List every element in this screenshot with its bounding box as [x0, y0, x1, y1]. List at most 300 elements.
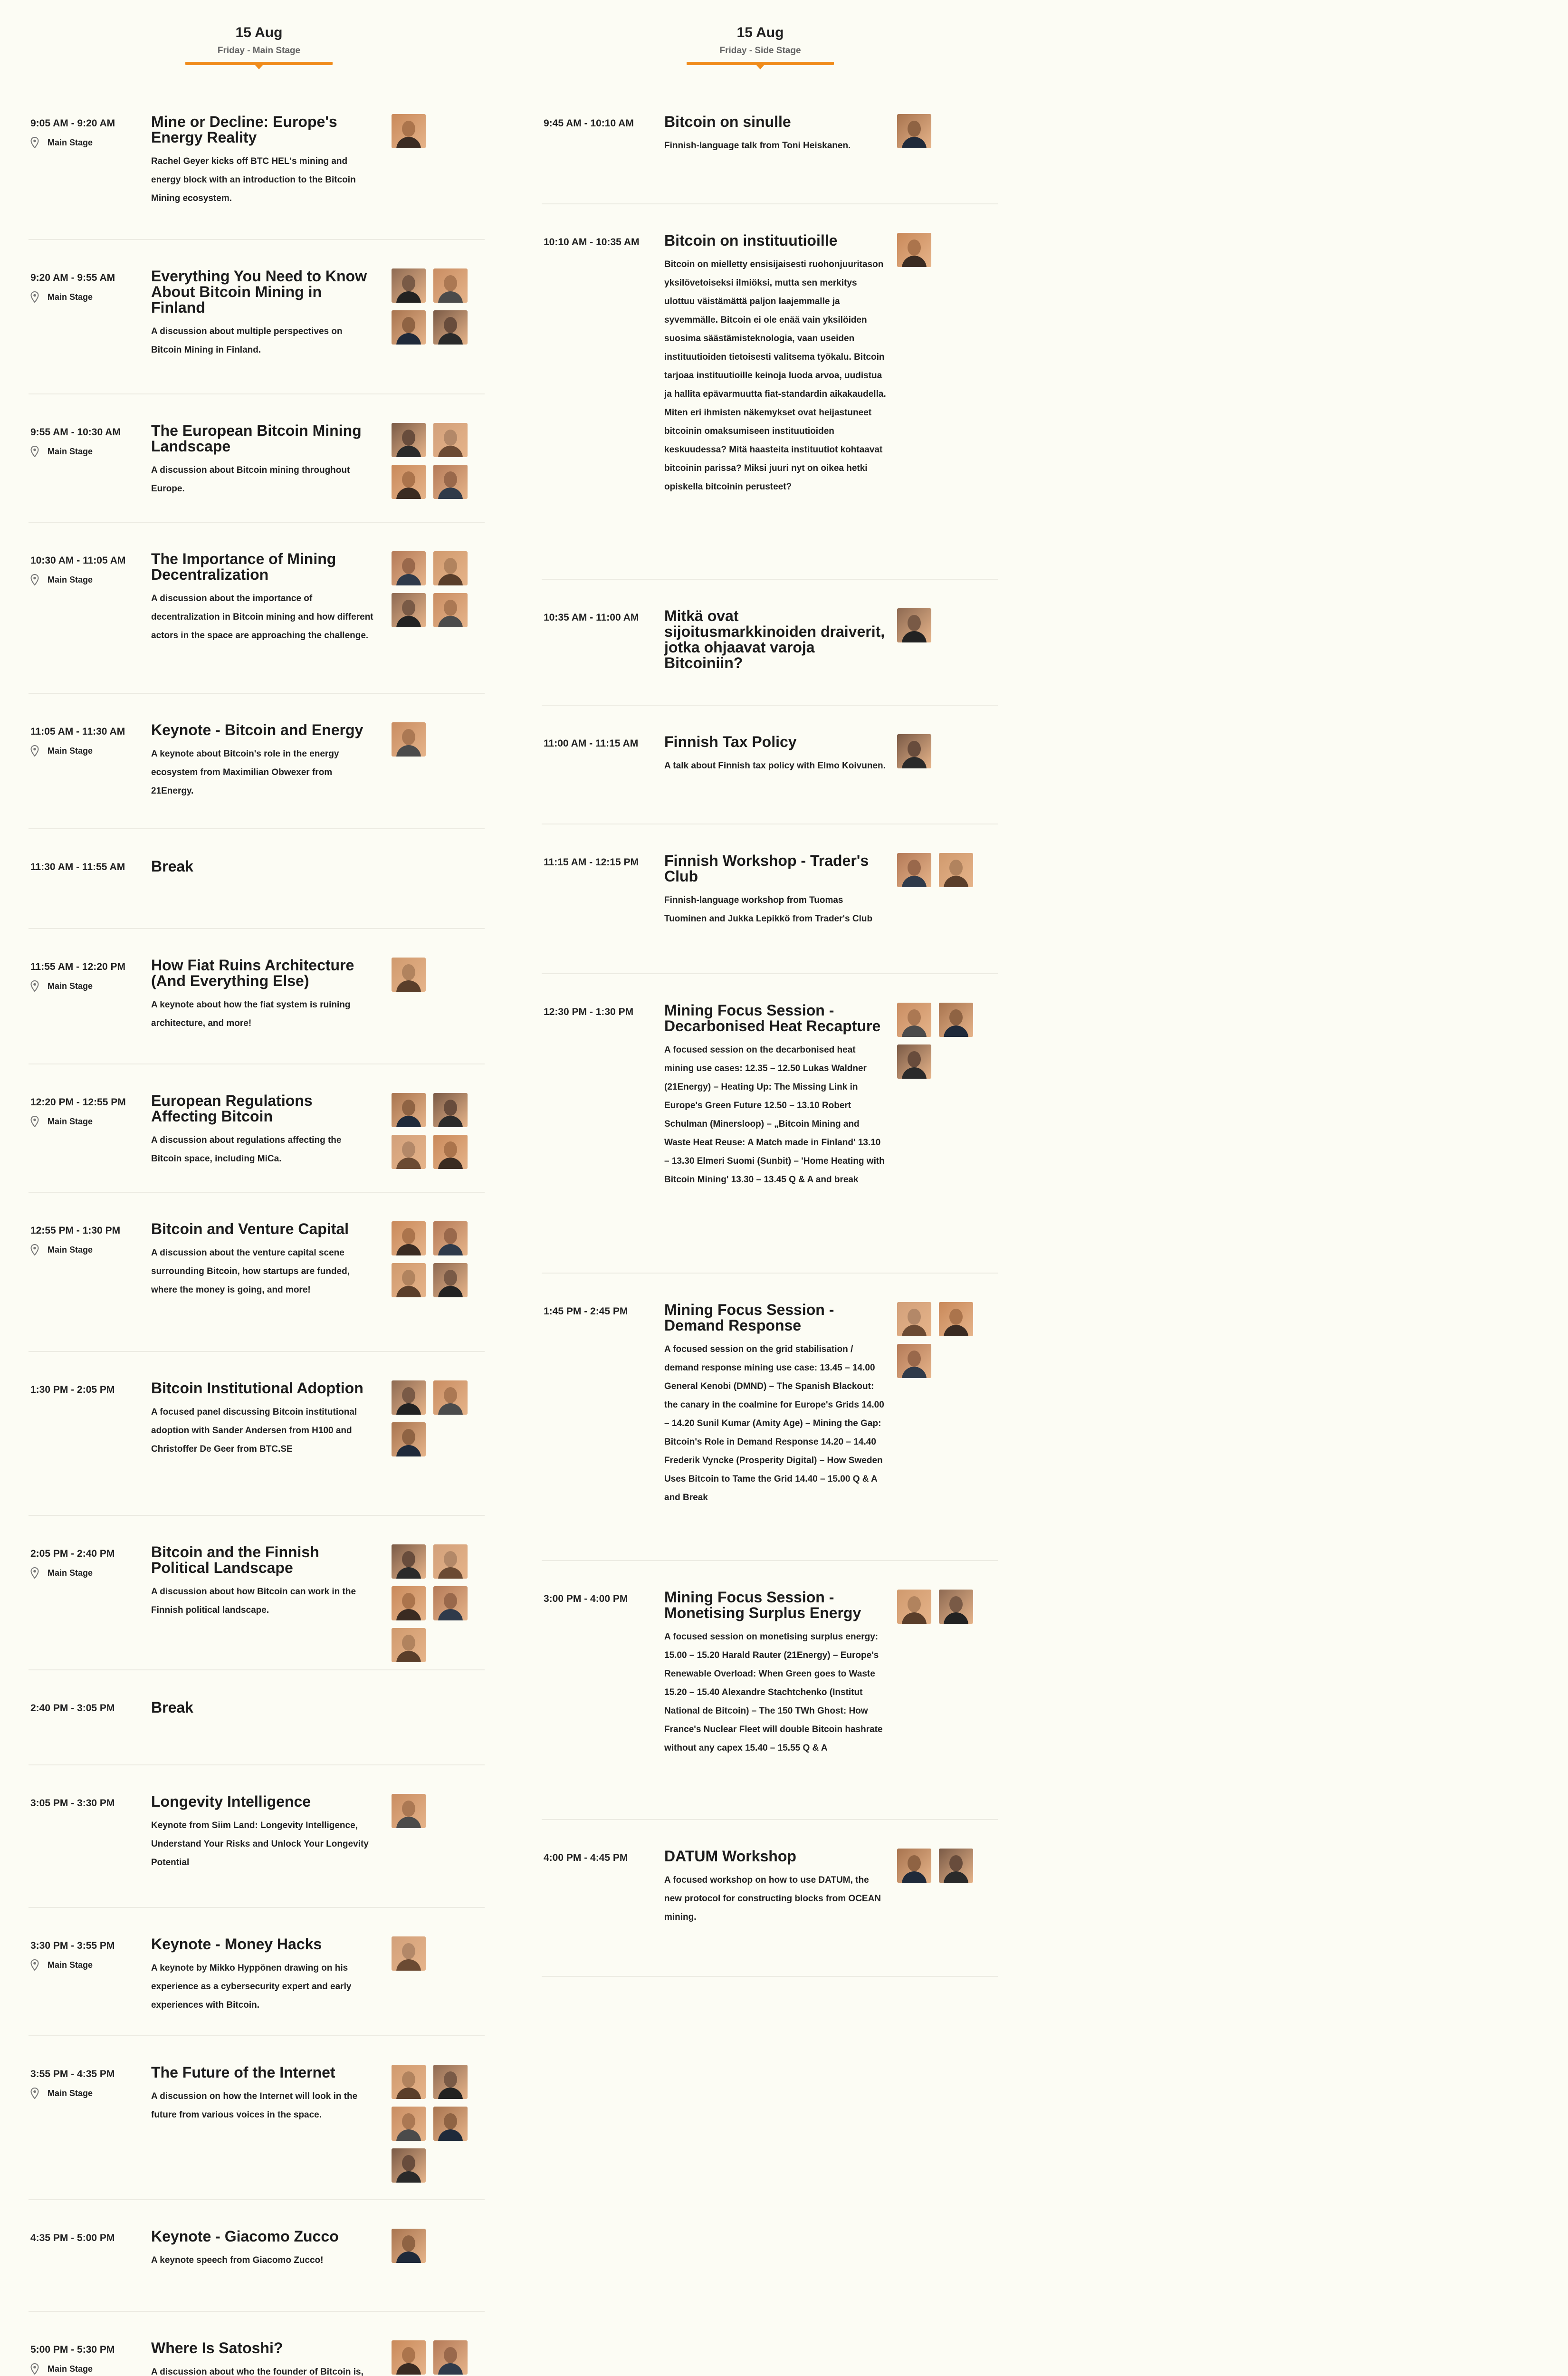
avatar-body: [438, 574, 463, 585]
session-title[interactable]: Finnish Tax Policy: [664, 733, 797, 750]
session-row[interactable]: [542, 1561, 998, 1820]
avatar-face: [402, 1387, 415, 1403]
session-content: [151, 551, 374, 645]
avatar-body: [396, 1244, 421, 1255]
session-row[interactable]: [542, 1274, 998, 1561]
speaker-avatar[interactable]: [433, 465, 468, 499]
session-time: [544, 734, 648, 753]
avatar-body: [396, 1158, 421, 1169]
speaker-avatar[interactable]: [939, 853, 973, 887]
avatar-face: [444, 430, 457, 446]
avatar-body: [902, 1612, 927, 1624]
avatar-body: [396, 1403, 421, 1415]
session-location-label: Main Stage: [48, 2089, 93, 2098]
session-time-text: 10:35 AM - 11:00 AM: [544, 612, 639, 623]
session-time-text: 11:15 AM - 12:15 PM: [544, 857, 639, 868]
speaker-avatar[interactable]: [897, 853, 931, 887]
session-content: [664, 734, 888, 775]
session-time-text: 12:20 PM - 12:55 PM: [30, 1097, 126, 1108]
location-pin-icon: [30, 137, 39, 148]
session-description: Keynote from Siim Land: Longevity Intelligence, Understand Your Risks and Unlock Your Longevity Potential: [151, 1820, 369, 1868]
avatar-body: [902, 757, 927, 768]
speaker-avatars: [392, 2065, 475, 2183]
avatar-face: [949, 1855, 963, 1871]
avatar-face: [444, 2347, 457, 2363]
speaker-avatar[interactable]: [433, 1544, 468, 1579]
session-row[interactable]: [542, 580, 998, 706]
avatar-face: [949, 1309, 963, 1325]
session-title[interactable]: Break: [151, 858, 193, 875]
speaker-avatar[interactable]: [392, 1628, 426, 1662]
avatar-face: [402, 1228, 415, 1244]
speaker-avatars: [392, 114, 475, 148]
session-title[interactable]: Mining Focus Session - Demand Response: [664, 1301, 834, 1334]
avatar-body: [396, 2251, 421, 2263]
speaker-avatar[interactable]: [433, 310, 468, 345]
session-time-text: 1:45 PM - 2:45 PM: [544, 1306, 628, 1317]
avatar-face: [444, 600, 457, 616]
session-location: [30, 741, 135, 760]
speaker-avatar[interactable]: [433, 1263, 468, 1297]
speaker-avatar[interactable]: [897, 1344, 931, 1378]
session-location-label: Main Stage: [48, 575, 93, 584]
speaker-avatar[interactable]: [392, 1380, 426, 1415]
session-row[interactable]: [542, 824, 998, 974]
session-row[interactable]: [542, 86, 998, 204]
session-time: [30, 1699, 135, 1718]
session-content: [664, 1849, 888, 1926]
session-content: [664, 608, 888, 671]
session-time: [30, 1544, 135, 1582]
session-time-text: 3:05 PM - 3:30 PM: [30, 1798, 115, 1809]
speaker-avatar[interactable]: [939, 1003, 973, 1037]
side-stage-column: [542, 0, 998, 1977]
avatar-face: [402, 1801, 415, 1817]
speaker-avatar[interactable]: [392, 1544, 426, 1579]
speaker-avatar[interactable]: [392, 1135, 426, 1169]
speaker-avatars: [392, 551, 475, 627]
session-time: [30, 1093, 135, 1131]
speaker-avatar[interactable]: [392, 310, 426, 345]
avatar-body: [396, 1959, 421, 1971]
session-content: [664, 114, 888, 155]
avatar-face: [908, 1855, 921, 1871]
session-title[interactable]: Mining Focus Session - Decarbonised Heat Recapture: [664, 1002, 881, 1035]
session-title[interactable]: Bitcoin Institutional Adoption: [151, 1380, 363, 1397]
day-header[interactable]: [0, 0, 518, 86]
session-time-text: 4:00 PM - 4:45 PM: [544, 1852, 628, 1863]
session-title[interactable]: Bitcoin on instituutioille: [664, 232, 838, 249]
avatar-face: [402, 964, 415, 980]
avatar-body: [944, 1325, 968, 1336]
session-time: [544, 1849, 648, 1868]
avatar-face: [402, 2347, 415, 2363]
session-time-text: 4:35 PM - 5:00 PM: [30, 2232, 115, 2243]
avatar-face: [908, 1009, 921, 1025]
avatar-face: [402, 1141, 415, 1158]
session-title[interactable]: DATUM Workshop: [664, 1848, 796, 1865]
session-description: Rachel Geyer kicks off BTC HEL's mining and energy block with an introduction to the Bitcoin Mining ecosystem.: [151, 156, 356, 203]
speaker-avatar[interactable]: [392, 722, 426, 757]
session-row[interactable]: [542, 1820, 998, 1977]
speaker-avatar[interactable]: [392, 1586, 426, 1620]
session-content: [664, 1003, 888, 1189]
session-row[interactable]: [29, 929, 485, 1064]
speaker-avatar[interactable]: [433, 1093, 468, 1127]
session-time-text: 12:30 PM - 1:30 PM: [544, 1006, 634, 1017]
avatar-body: [396, 1286, 421, 1297]
day-date: 15 Aug: [736, 25, 784, 40]
session-row[interactable]: [29, 1516, 485, 1670]
session-title[interactable]: Mitkä ovat sijoitusmarkkinoiden draiverit, jotka ohjaavat varoja Bitcoiniin?: [664, 607, 885, 671]
session-row[interactable]: [29, 2200, 485, 2312]
session-description: A discussion about Bitcoin mining throughout Europe.: [151, 465, 350, 494]
session-row[interactable]: [29, 1352, 485, 1516]
avatar-body: [902, 631, 927, 642]
session-location: [30, 1112, 135, 1131]
avatar-face: [949, 1596, 963, 1612]
session-description: A discussion about the venture capital scene surrounding Bitcoin, how startups are funded, where the money is going, and more!: [151, 1248, 350, 1295]
avatar-face: [402, 1551, 415, 1567]
location-pin-icon: [30, 1116, 39, 1127]
session-time: [30, 551, 135, 589]
avatar-face: [402, 1593, 415, 1609]
avatar-body: [438, 616, 463, 627]
session-title[interactable]: Bitcoin on sinulle: [664, 113, 791, 130]
session-description: A focused session on the grid stabilisation / demand response mining use case: 13.45 – 14.00 General Kenobi (DMND) – The Spanish Blackout: the canary in the coalmine for Europe's Grids 14.00 – 14.20 Sunil Kumar (Amity Age) – Mining the Gap: Bitcoin's Role in Demand Response 14.20 – 14.40 Frederik Vyncke (Prosperity Digital) – How Sweden Uses Bitcoin to Tame the Grid 14.40 – 15.00 Q & A and Break: [664, 1344, 884, 1503]
session-title[interactable]: European Regulations Affecting Bitcoin: [151, 1092, 313, 1125]
speaker-avatar[interactable]: [433, 268, 468, 303]
speaker-avatar[interactable]: [433, 2107, 468, 2141]
session-title[interactable]: Keynote - Money Hacks: [151, 1935, 322, 1953]
session-time-text: 3:30 PM - 3:55 PM: [30, 1940, 115, 1951]
avatar-face: [444, 558, 457, 574]
speaker-avatar[interactable]: [433, 1380, 468, 1415]
speaker-avatar[interactable]: [392, 2229, 426, 2263]
session-location-label: Main Stage: [48, 1960, 93, 1970]
speaker-avatar[interactable]: [897, 1302, 931, 1336]
session-title[interactable]: The Future of the Internet: [151, 2064, 335, 2081]
session-description: A discussion about who the founder of Bitcoin is,: [151, 2367, 363, 2376]
session-row[interactable]: [29, 523, 485, 694]
session-description: A discussion on how the Internet will look in the future from various voices in the space.: [151, 2091, 358, 2120]
avatar-body: [396, 2129, 421, 2141]
session-location-label: Main Stage: [48, 1117, 93, 1126]
avatar-body: [438, 1116, 463, 1127]
avatar-face: [444, 1141, 457, 1158]
speaker-avatar[interactable]: [897, 233, 931, 267]
session-location: [30, 2359, 135, 2376]
session-title[interactable]: Bitcoin and Venture Capital: [151, 1220, 349, 1237]
session-time: [544, 1003, 648, 1022]
session-row[interactable]: [29, 394, 485, 523]
avatar-face: [908, 615, 921, 631]
session-location-label: Main Stage: [48, 447, 93, 456]
avatar-face: [402, 275, 415, 291]
speaker-avatar[interactable]: [939, 1849, 973, 1883]
speaker-avatar[interactable]: [392, 1263, 426, 1297]
speaker-avatar[interactable]: [392, 958, 426, 992]
session-time: [30, 114, 135, 152]
session-title[interactable]: Finnish Workshop - Trader's Club: [664, 852, 869, 885]
speaker-avatars: [897, 1302, 981, 1378]
session-time-text: 10:30 AM - 11:05 AM: [30, 555, 126, 566]
active-day-indicator: [687, 62, 834, 65]
avatar-body: [438, 2088, 463, 2099]
session-location: [30, 1240, 135, 1259]
speaker-avatars: [392, 1093, 475, 1169]
speaker-avatar[interactable]: [939, 1590, 973, 1624]
session-time: [30, 423, 135, 461]
session-title[interactable]: Keynote - Bitcoin and Energy: [151, 721, 363, 738]
session-description: A discussion about the importance of decentralization in Bitcoin mining and how different actors in the space are approaching the challenge.: [151, 594, 373, 641]
avatar-face: [444, 275, 457, 291]
avatar-face: [908, 240, 921, 256]
session-description: A keynote about Bitcoin's role in the energy ecosystem from Maximilian Obwexer from 21Energy.: [151, 749, 339, 796]
avatar-face: [908, 741, 921, 757]
avatar-body: [902, 1325, 927, 1336]
location-pin-icon: [30, 2363, 39, 2375]
speaker-avatar[interactable]: [392, 2107, 426, 2141]
speaker-avatars: [392, 1544, 475, 1662]
speaker-avatars: [897, 233, 981, 267]
session-location: [30, 1563, 135, 1582]
avatar-body: [396, 1651, 421, 1662]
avatar-body: [396, 2171, 421, 2183]
session-row[interactable]: [542, 706, 998, 824]
session-location-label: Main Stage: [48, 292, 93, 302]
speaker-avatars: [392, 1221, 475, 1297]
avatar-face: [402, 1429, 415, 1445]
speaker-avatar[interactable]: [392, 1221, 426, 1255]
day-header[interactable]: [523, 0, 998, 86]
session-row[interactable]: [29, 2036, 485, 2200]
speaker-avatar[interactable]: [392, 114, 426, 148]
location-pin-icon: [30, 1567, 39, 1579]
speaker-avatars: [392, 1794, 475, 1828]
speaker-avatars: [392, 2229, 475, 2263]
speaker-avatar[interactable]: [392, 2148, 426, 2183]
session-title[interactable]: Bitcoin and the Finnish Political Landscape: [151, 1543, 319, 1576]
session-description: A discussion about regulations affecting the Bitcoin space, including MiCa.: [151, 1135, 342, 1164]
session-description: A keynote by Mikko Hyppönen drawing on his experience as a cybersecurity expert and early experiences with Bitcoin.: [151, 1963, 352, 2010]
speaker-avatar[interactable]: [392, 1093, 426, 1127]
avatar-body: [396, 2363, 421, 2375]
session-content: [151, 722, 374, 800]
session-location: [30, 133, 135, 152]
speaker-avatar[interactable]: [392, 268, 426, 303]
session-time: [544, 1302, 648, 1321]
speaker-avatar[interactable]: [392, 1936, 426, 1971]
speaker-avatar[interactable]: [392, 2340, 426, 2375]
speaker-avatars: [392, 958, 475, 992]
avatar-body: [438, 1567, 463, 1579]
session-content: [151, 2229, 374, 2270]
speaker-avatar[interactable]: [392, 551, 426, 585]
speaker-avatar[interactable]: [392, 465, 426, 499]
session-time-text: 3:00 PM - 4:00 PM: [544, 1593, 628, 1604]
speaker-avatar[interactable]: [433, 423, 468, 457]
session-description: Finnish-language workshop from Tuomas Tuominen and Jukka Lepikkö from Trader's Club: [664, 895, 873, 924]
session-location-label: Main Stage: [48, 746, 93, 756]
avatar-face: [444, 1387, 457, 1403]
speaker-avatar[interactable]: [897, 1044, 931, 1079]
session-description: A focused workshop on how to use DATUM, the new protocol for constructing blocks from OCEAN mining.: [664, 1875, 881, 1922]
session-time: [30, 722, 135, 760]
speaker-avatar[interactable]: [897, 114, 931, 148]
avatar-face: [444, 2071, 457, 2088]
session-title[interactable]: Mining Focus Session - Monetising Surplus Energy: [664, 1589, 861, 1621]
session-content: [151, 423, 374, 498]
session-content: [664, 1302, 888, 1507]
session-time-text: 11:55 AM - 12:20 PM: [30, 961, 125, 972]
speaker-avatar[interactable]: [433, 2340, 468, 2375]
session-content: [151, 1794, 374, 1872]
day-date: 15 Aug: [235, 25, 283, 40]
speaker-avatar[interactable]: [392, 1422, 426, 1456]
speaker-avatar[interactable]: [433, 1221, 468, 1255]
session-row[interactable]: [29, 1064, 485, 1193]
speaker-avatar[interactable]: [392, 1794, 426, 1828]
stage-label: Friday - Main Stage: [217, 46, 301, 56]
avatar-body: [396, 2088, 421, 2099]
session-content: [151, 2340, 374, 2376]
avatar-body: [944, 1871, 968, 1883]
session-title[interactable]: Where Is Satoshi?: [151, 2339, 283, 2357]
session-time-text: 11:05 AM - 11:30 AM: [30, 726, 125, 737]
speaker-avatars: [897, 1590, 981, 1624]
speaker-avatars: [897, 1003, 981, 1079]
speaker-avatars: [392, 423, 475, 499]
speaker-avatar[interactable]: [897, 1849, 931, 1883]
active-day-indicator: [185, 62, 333, 65]
speaker-avatar[interactable]: [897, 608, 931, 642]
session-time-text: 9:45 AM - 10:10 AM: [544, 118, 634, 129]
avatar-body: [438, 2129, 463, 2141]
session-title[interactable]: How Fiat Ruins Architecture (And Everything Else): [151, 957, 354, 989]
session-row[interactable]: [29, 2312, 485, 2376]
session-content: [151, 114, 374, 208]
session-description: A focused panel discussing Bitcoin institutional adoption with Sander Andersen from H100 and Christoffer De Geer from BTC.SE: [151, 1407, 357, 1454]
speaker-avatars: [392, 722, 475, 757]
speaker-avatar[interactable]: [939, 1302, 973, 1336]
session-time-text: 5:00 PM - 5:30 PM: [30, 2344, 115, 2355]
session-time-text: 9:55 AM - 10:30 AM: [30, 427, 121, 438]
break-row[interactable]: [29, 1670, 485, 1765]
avatar-body: [396, 137, 421, 148]
avatar-face: [402, 1943, 415, 1959]
avatar-body: [438, 446, 463, 457]
session-location-label: Main Stage: [48, 1568, 93, 1578]
session-title[interactable]: Break: [151, 1699, 193, 1716]
session-row[interactable]: [29, 1908, 485, 2036]
session-time: [30, 1221, 135, 1259]
speaker-avatar[interactable]: [897, 1590, 931, 1624]
session-title[interactable]: Longevity Intelligence: [151, 1793, 311, 1810]
session-title[interactable]: Keynote - Giacomo Zucco: [151, 2228, 339, 2245]
speaker-avatar[interactable]: [433, 2065, 468, 2099]
speaker-avatar[interactable]: [897, 1003, 931, 1037]
avatar-body: [944, 876, 968, 887]
speaker-avatar[interactable]: [392, 423, 426, 457]
session-row[interactable]: [29, 694, 485, 829]
avatar-face: [402, 2235, 415, 2251]
session-location: [30, 1955, 135, 1974]
avatar-face: [402, 2071, 415, 2088]
session-row[interactable]: [29, 1193, 485, 1352]
session-location: [30, 570, 135, 589]
speaker-avatar[interactable]: [392, 593, 426, 627]
speaker-avatar[interactable]: [392, 2065, 426, 2099]
session-time: [544, 233, 648, 252]
avatar-body: [438, 488, 463, 499]
session-time: [30, 858, 135, 877]
avatar-body: [438, 1609, 463, 1620]
session-content: [151, 268, 374, 359]
session-content: [151, 1700, 374, 1715]
session-location: [30, 2084, 135, 2103]
session-location-label: Main Stage: [48, 138, 93, 147]
speaker-avatar[interactable]: [897, 734, 931, 768]
session-content: [664, 1590, 888, 1757]
speaker-avatars: [897, 1849, 981, 1883]
location-pin-icon: [30, 745, 39, 757]
session-row[interactable]: [29, 1765, 485, 1908]
avatar-body: [396, 1609, 421, 1620]
session-title[interactable]: The Importance of Mining Decentralization: [151, 550, 336, 583]
session-content: [151, 1936, 374, 2014]
speaker-avatar[interactable]: [433, 1135, 468, 1169]
speaker-avatars: [897, 608, 981, 642]
location-pin-icon: [30, 291, 39, 303]
session-row[interactable]: [542, 204, 998, 580]
break-row[interactable]: [29, 829, 485, 929]
session-time-text: 12:55 PM - 1:30 PM: [30, 1225, 121, 1236]
avatar-body: [438, 2363, 463, 2375]
speaker-avatars: [392, 2340, 475, 2376]
session-description: A discussion about how Bitcoin can work in the Finnish political landscape.: [151, 1587, 356, 1615]
avatar-body: [438, 291, 463, 303]
session-time: [30, 1936, 135, 1974]
session-time-text: 1:30 PM - 2:05 PM: [30, 1384, 115, 1395]
avatar-face: [908, 1351, 921, 1367]
speaker-avatars: [392, 1380, 475, 1456]
session-time: [30, 1794, 135, 1813]
avatar-face: [402, 2155, 415, 2171]
session-title[interactable]: Mine or Decline: Europe's Energy Reality: [151, 113, 337, 146]
avatar-face: [908, 1309, 921, 1325]
avatar-face: [402, 600, 415, 616]
session-description: Bitcoin on mielletty ensisijaisesti ruohonjuuritason yksilövetoiseksi ilmiöksi, mutta sen merkitys ulottuu väistämättä paljon laajemmalle ja syvemmälle. Bitcoin ei ole enää vain yksilöiden suosima säästämisteknologia, vaan useiden instituutioiden tietoisesti valitsema työkalu. Bitcoin tarjoaa instituutioille keinoja luoda arvoa, uudistua ja hallita epävarmuutta fiat-standardin aikakaudella. Miten eri ihmisten näkemykset ovat heijastuneet bitcoinin omaksumiseen instituutioiden keskuudessa? Mitä haasteita instituutiot kohtaavat bitcoinin parissa? Miksi juuri nyt on oikea hetki opiskella bitcoinin perusteet?: [664, 259, 886, 492]
session-row[interactable]: [29, 240, 485, 394]
session-row[interactable]: [542, 974, 998, 1274]
avatar-face: [402, 121, 415, 137]
session-title[interactable]: Everything You Need to Know About Bitcoin Mining in Finland: [151, 268, 367, 316]
avatar-body: [396, 574, 421, 585]
speaker-avatar[interactable]: [433, 1586, 468, 1620]
avatar-body: [944, 1025, 968, 1037]
session-location-label: Main Stage: [48, 2364, 93, 2374]
session-time: [30, 2065, 135, 2103]
avatar-body: [396, 333, 421, 345]
avatar-body: [902, 256, 927, 267]
speaker-avatar[interactable]: [433, 551, 468, 585]
speaker-avatars: [392, 1936, 475, 1971]
avatar-body: [396, 745, 421, 757]
speaker-avatar[interactable]: [433, 593, 468, 627]
session-title[interactable]: The European Bitcoin Mining Landscape: [151, 422, 362, 455]
session-row[interactable]: [29, 86, 485, 240]
